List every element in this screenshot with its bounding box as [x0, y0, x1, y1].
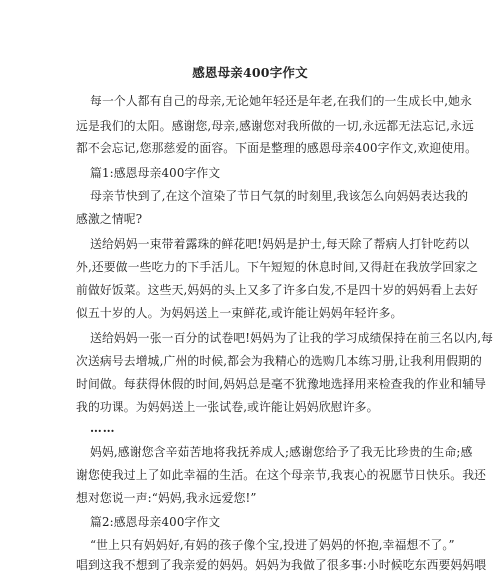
- paragraph-line: 送给妈妈一张一百分的试卷吧!妈妈为了让我的学习成绩保持在前三名以内,每: [90, 331, 494, 345]
- paragraph-line: 感激之情呢?: [76, 212, 143, 226]
- paragraph-line: 前做好饭菜。这些天,妈妈的头上又多了许多白发,不是四十岁的妈妈看上去好: [76, 283, 479, 297]
- document-title: 感恩母亲400字作文: [192, 65, 308, 80]
- paragraph-line: 似五十岁的人。为妈妈送上一束鲜花,或许能让妈妈年轻许多。: [76, 306, 403, 320]
- ellipsis-separator: ……: [90, 421, 116, 435]
- paragraph-line: 都不会忘记,您那慈爱的面容。下面是整理的感恩母亲400字作文,欢迎使用。: [76, 141, 478, 155]
- section-heading-2: 篇2:感恩母亲400字作文: [90, 515, 221, 529]
- paragraph-line: 想对您说一声:“妈妈,我永远爱您!”: [76, 491, 257, 505]
- paragraph-line: 次送病号去增城,广州的时候,都会为我精心的选购几本练习册,让我利用假期的: [76, 354, 482, 368]
- paragraph-line: 唱到这我不想到了我亲爱的妈妈。妈妈为我做了很多事:小时候吃东西要妈妈喂: [76, 558, 487, 572]
- paragraph-line: 我的功课。为妈妈送上一张试卷,或许能让妈妈欣慰许多。: [76, 400, 379, 414]
- section-heading-1: 篇1:感恩母亲400字作文: [90, 166, 221, 180]
- paragraph-line: 每一个人都有自己的母亲,无论她年轻还是年老,在我们的一生成长中,她永: [90, 94, 473, 108]
- paragraph-line: 谢您使我过上了如此幸福的生活。在这个母亲节,我衷心的祝愿节日快乐。我还: [76, 468, 487, 482]
- paragraph-line: 妈妈,感谢您含辛茹苦地将我抚养成人;感谢您给予了我无比珍贵的生命;感: [90, 445, 473, 459]
- paragraph-line: 远是我们的太阳。感谢您,母亲,感谢您对我所做的一切,永远都无法忘记,永远: [76, 119, 474, 133]
- paragraph-line: “世上只有妈妈好,有妈的孩子像个宝,投进了妈妈的怀抱,幸福想不了。”: [90, 538, 455, 552]
- paragraph-line: 时间做。每获得休假的时间,妈妈总是毫不犹豫地选择用来检查我的作业和辅导: [76, 377, 487, 391]
- paragraph-line: 外,还要做一些吃力的下手活儿。下午短短的休息时间,又得赶在我放学回家之: [76, 260, 479, 274]
- paragraph-line: 送给妈妈一束带着露珠的鲜花吧!妈妈是护士,每天除了帮病人打针吃药以: [90, 237, 470, 251]
- paragraph-line: 母亲节快到了,在这个渲染了节日气氛的时刻里,我该怎么向妈妈表达我的: [90, 189, 469, 203]
